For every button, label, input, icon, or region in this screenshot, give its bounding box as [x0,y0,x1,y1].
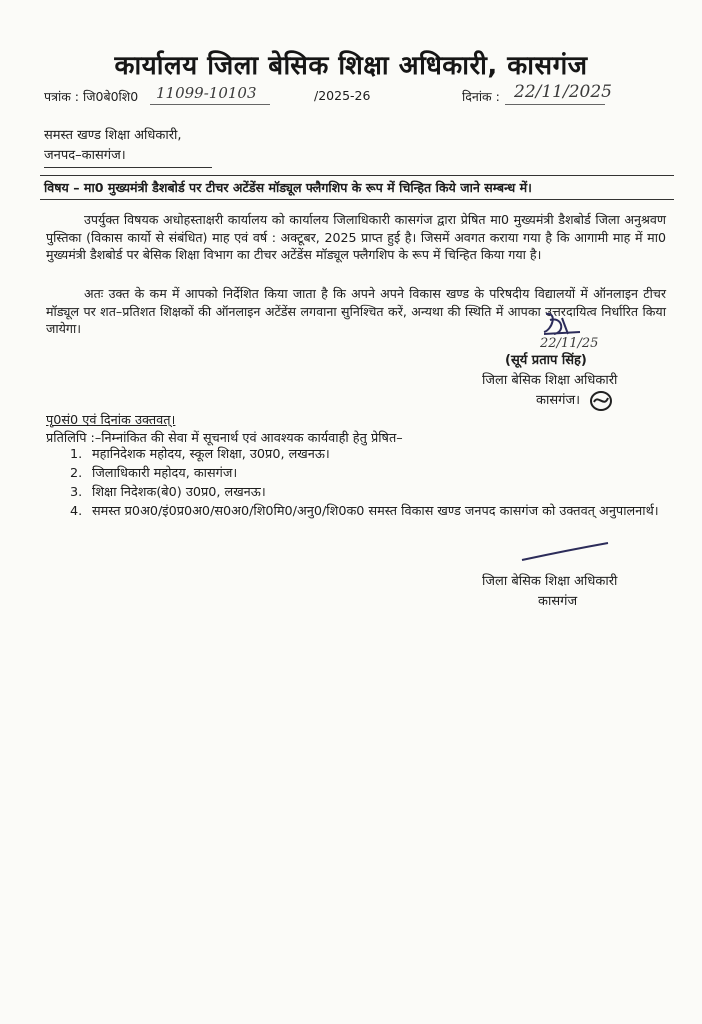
office-title: कार्यालय जिला बेसिक शिक्षा अधिकारी, कासगंज [114,51,588,81]
patrank-number: 11099-10103 [156,84,257,102]
body-paragraph-1: उपर्युक्त विषयक अधोहस्ताक्षरी कार्यालय को कार्यालय जिलाधिकारी कासगंज द्वारा प्रेषित मा0 मुख्यमंत्री डैशबोर्ड जिला अनुश्रवण पुस्तिका (विकास कार्यो से संबंधित) माह एवं वर्ष : अक्टूबर, 2025 प्राप्त हुई है। जिसमें अवगत कराया गया है कि आगामी माह में मा0 मुख्यमंत्री डैशबोर्ड पर बेसिक शिक्षा विभाग का टीचर अटेंडेंस मॉड्यूल फ्लैगशिप के रूप में चिन्हित किया गया है। [46,212,666,262]
body-paragraph-2: अतः उक्त के कम में आपको निर्देशित किया जाता है कि अपने अपने विकास खण्ड के परिषदीय विद्यालयों में ऑनलाइन टीचर मॉड्यूल पर शत–प्रतिशत शिक्षकों की ऑनलाइन अटेंडेंस लगवाना सुनिश्चित करें, अन्यथा की स्थिति में आपका उत्तरदायित्व निर्धारित किया जायेगा। [46,286,666,336]
officer-name: (सूर्य प्रताप सिंह) [505,353,587,368]
patrank-year: /2025-26 [314,88,371,103]
address-line-2: जनपद–कासगंज। [44,148,126,163]
copy-list [46,445,666,521]
closing-place: कासगंज [538,594,578,609]
signature-date: 22/11/25 [540,336,599,351]
list-item: 2. जिलाधिकारी महोदय, कासगंज। [70,466,238,481]
patrank-underline [150,104,270,105]
initials-mark [588,388,614,414]
handwritten-signature-stroke [520,540,610,564]
officer-place: कासगंज। [536,393,581,408]
list-item: 3. शिक्षा निदेशक(बे0) उ0प्र0, लखनऊ। [70,485,266,500]
officer-designation: जिला बेसिक शिक्षा अधिकारी [482,373,618,388]
patrank-label: पत्रांक : जि0बे0शि0 [44,89,139,104]
dinank-label: दिनांक : [462,89,500,104]
address-line-1: समस्त खण्ड शिक्षा अधिकारी, [44,128,182,143]
dinank-value: 22/11/2025 [514,82,612,102]
address-rule [44,167,212,168]
closing-designation: जिला बेसिक शिक्षा अधिकारी [482,574,618,589]
list-item: 4. समस्त प्र0अ0/इं0प्र0अ0/स0अ0/शि0मि0/अनु0/शि0क0 समस्त विकास खण्ड जनपद कासगंज को उक्तवत् अनुपालनार्थ। [70,504,659,519]
list-item: 1. महानिदेशक महोदय, स्कूल शिक्षा, उ0प्र0, लखनऊ। [70,447,330,462]
copy-intro: प्रतिलिपि :–निम्नांकित की सेवा में सूचनार्थ एवं आवश्यक कार्यवाही हेतु प्रेषित– [46,431,403,446]
subject-line: विषय – मा0 मुख्यमंत्री डैशबोर्ड पर टीचर अटेंडेंस मॉड्यूल फ्लैगशिप के रूप में चिन्हित किये जाने सम्बन्ध में। [40,175,674,200]
copy-heading: पृ0सं0 एवं दिनांक उक्तवत्। [46,413,176,428]
dinank-underline [505,104,605,105]
